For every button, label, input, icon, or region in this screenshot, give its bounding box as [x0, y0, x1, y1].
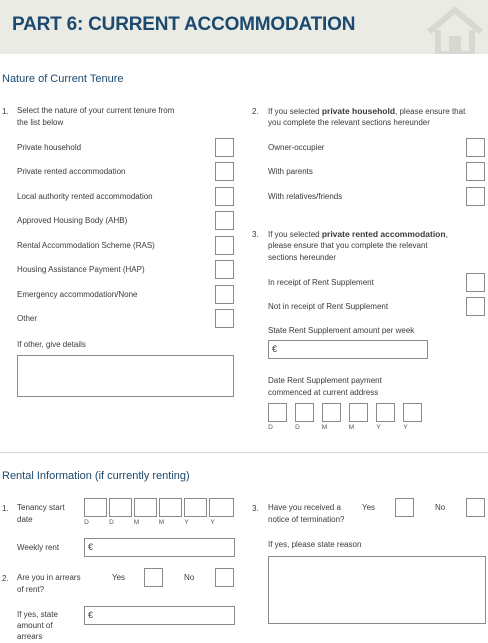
option-label: Private rented accommodation — [17, 167, 126, 176]
checkbox-hap[interactable] — [215, 260, 234, 279]
arrears-amount-label: amount of — [17, 621, 53, 630]
no-label: No — [435, 503, 446, 512]
option-label: Approved Housing Body (AHB) — [17, 216, 128, 225]
date-digit-box[interactable] — [268, 403, 287, 422]
date-part-label: Y — [376, 424, 381, 431]
checkbox-termination-no[interactable] — [466, 498, 485, 517]
option-label: With relatives/friends — [268, 192, 343, 201]
question-text: sections hereunder — [268, 253, 337, 262]
yes-label: Yes — [112, 573, 126, 582]
checkbox-local-authority[interactable] — [215, 187, 234, 206]
question-number: 2. — [252, 107, 259, 116]
option-label: Local authority rented accommodation — [17, 192, 153, 201]
house-icon — [425, 4, 485, 54]
start-date-digit-box[interactable] — [184, 498, 207, 517]
start-date-digit-box[interactable] — [84, 498, 107, 517]
date-part-label: D — [295, 424, 300, 431]
checkbox-arrears-yes[interactable] — [144, 568, 163, 587]
checkbox-emergency[interactable] — [215, 285, 234, 304]
question-text: If you selected private household, please ensure that — [268, 106, 466, 116]
start-date-digit-box[interactable] — [109, 498, 132, 517]
arrears-amount-label: If yes, state — [17, 610, 58, 619]
start-date-digit-box[interactable] — [209, 498, 234, 517]
rent-supplement-amount-input[interactable] — [268, 340, 428, 359]
option-label: In receipt of Rent Supplement — [268, 278, 374, 287]
arrears-amount-label: arrears — [17, 632, 43, 641]
date-part-label: D — [268, 424, 273, 431]
option-label: Rental Accommodation Scheme (RAS) — [17, 241, 155, 250]
question-text: Select the nature of your current tenure from — [17, 106, 175, 115]
checkbox-owner-occupier[interactable] — [466, 138, 485, 157]
euro-symbol: € — [88, 542, 94, 552]
checkbox-arrears-no[interactable] — [215, 568, 234, 587]
amount-label: State Rent Supplement amount per week — [268, 326, 415, 335]
other-details-textarea[interactable] — [17, 355, 234, 397]
question-text: the list below — [17, 118, 64, 127]
checkbox-private-household[interactable] — [215, 138, 234, 157]
section-divider — [0, 452, 488, 453]
checkbox-with-parents[interactable] — [466, 162, 485, 181]
date-digit-box[interactable] — [322, 403, 341, 422]
question-text: Have you received a — [268, 503, 341, 512]
start-date-digit-box[interactable] — [134, 498, 157, 517]
date-part-label: M — [158, 519, 165, 526]
date-label: commenced at current address — [268, 388, 379, 397]
question-text: Tenancy start — [17, 503, 65, 512]
question-number: 3. — [252, 230, 259, 239]
checkbox-other[interactable] — [215, 309, 234, 328]
start-date-digit-box[interactable] — [159, 498, 182, 517]
date-digit-box[interactable] — [403, 403, 422, 422]
question-number: 3. — [252, 504, 259, 513]
other-details-label: If other, give details — [17, 340, 86, 349]
reason-label: If yes, please state reason — [268, 540, 362, 549]
date-part-label: M — [133, 519, 140, 526]
weekly-rent-input[interactable] — [84, 538, 235, 557]
section-title-rental: Rental Information (if currently renting) — [2, 470, 190, 482]
question-text: date — [17, 515, 33, 524]
checkbox-in-receipt[interactable] — [466, 273, 485, 292]
date-part-label: D — [84, 519, 89, 526]
option-label: Private household — [17, 143, 82, 152]
option-label: Owner-occupier — [268, 143, 325, 152]
question-number: 2. — [2, 574, 9, 583]
question-text: notice of termination? — [268, 515, 345, 524]
date-part-label: Y — [403, 424, 408, 431]
section-title-tenure: Nature of Current Tenure — [2, 73, 124, 85]
option-label: Housing Assistance Payment (HAP) — [17, 265, 145, 274]
checkbox-ahb[interactable] — [215, 211, 234, 230]
question-text: you complete the relevant sections hereunder — [268, 118, 430, 127]
euro-symbol: € — [88, 610, 94, 620]
yes-label: Yes — [362, 503, 376, 512]
date-label: Date Rent Supplement payment — [268, 376, 382, 385]
checkbox-ras[interactable] — [215, 236, 234, 255]
date-part-label: M — [321, 424, 328, 431]
date-part-label: M — [348, 424, 355, 431]
arrears-amount-input[interactable] — [84, 606, 235, 625]
date-part-label: Y — [210, 519, 215, 526]
option-label: Other — [17, 314, 38, 323]
question-number: 1. — [2, 107, 9, 116]
page-title: PART 6: CURRENT ACCOMMODATION — [12, 14, 356, 35]
question-text: Are you in arrears — [17, 573, 81, 582]
date-part-label: D — [109, 519, 114, 526]
option-label: With parents — [268, 167, 313, 176]
weekly-rent-label: Weekly rent — [17, 543, 60, 552]
question-number: 1. — [2, 504, 9, 513]
question-text: please ensure that you complete the relevant — [268, 241, 428, 250]
date-part-label: Y — [184, 519, 189, 526]
termination-reason-textarea[interactable] — [268, 556, 486, 624]
date-digit-box[interactable] — [376, 403, 395, 422]
euro-symbol: € — [272, 344, 278, 354]
checkbox-private-rented[interactable] — [215, 162, 234, 181]
date-digit-box[interactable] — [295, 403, 314, 422]
option-label: Emergency accommodation/None — [17, 290, 138, 299]
question-text: of rent? — [17, 585, 45, 594]
no-label: No — [184, 573, 195, 582]
checkbox-termination-yes[interactable] — [395, 498, 414, 517]
date-digit-box[interactable] — [349, 403, 368, 422]
option-label: Not in receipt of Rent Supplement — [268, 302, 389, 311]
checkbox-with-relatives[interactable] — [466, 187, 485, 206]
question-text: If you selected private rented accommodation, — [268, 229, 448, 239]
checkbox-not-in-receipt[interactable] — [466, 297, 485, 316]
